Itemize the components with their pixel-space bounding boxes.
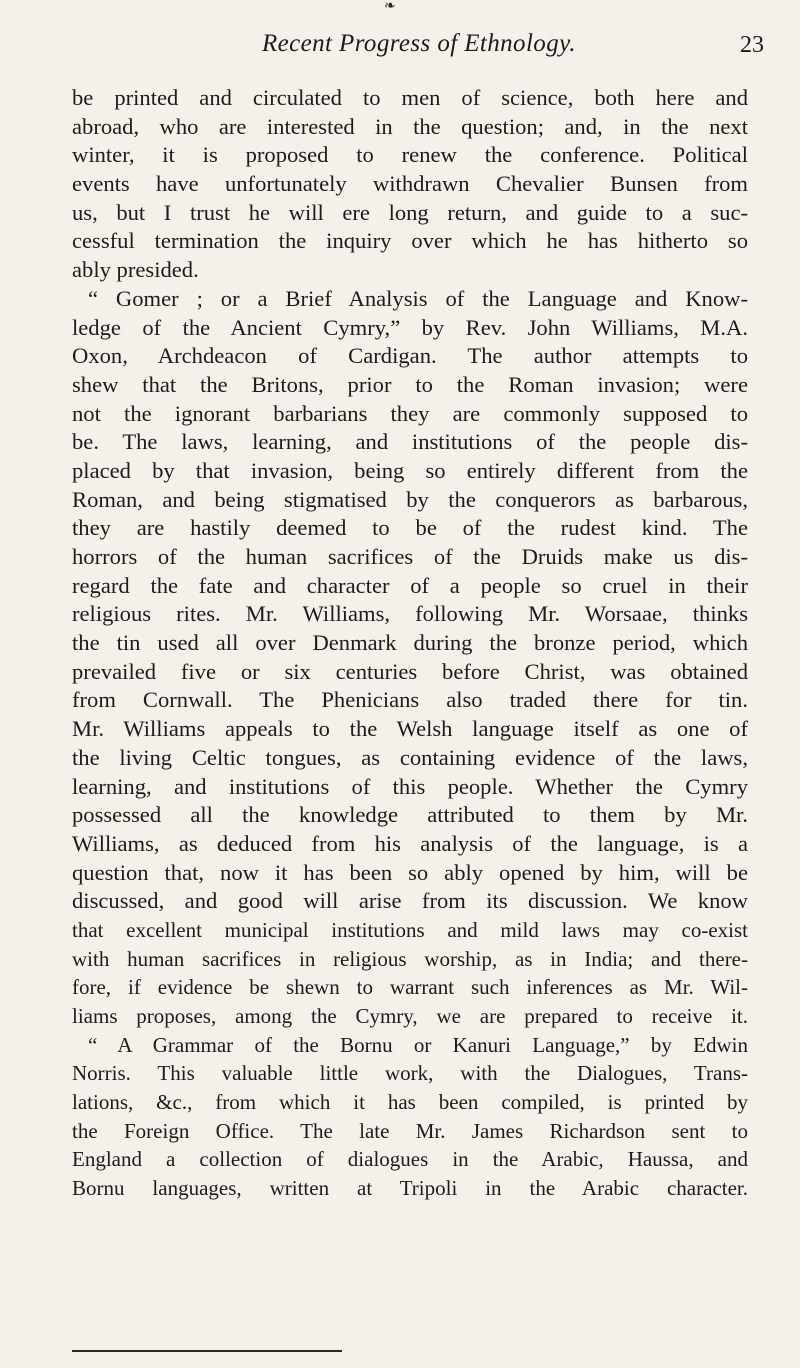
- text-line: Roman, and being stigmatised by the conquerors as barbarous,: [72, 486, 748, 512]
- printer-mark: ❧: [384, 0, 396, 14]
- running-head: [262, 30, 764, 64]
- text-line: from Cornwall. The Phenicians also traded there for tin.: [72, 687, 748, 713]
- text-line: Williams, as deduced from his analysis of the language, is a: [72, 830, 748, 856]
- bottom-rule: [72, 1350, 342, 1352]
- text-line: cessful termination the inquiry over which he has hitherto so: [72, 228, 748, 254]
- text-line: Mr. Williams appeals to the Welsh language itself as one of: [72, 716, 748, 742]
- text-line: “ A Grammar of the Bornu or Kanuri Language,” by Edwin: [88, 1032, 748, 1057]
- text-line: England a collection of dialogues in the Arabic, Haussa, and: [72, 1147, 748, 1172]
- text-line: they are hastily deemed to be of the rudest kind. The: [72, 515, 748, 541]
- text-line: Norris. This valuable little work, with the Dialogues, Trans-: [72, 1061, 748, 1086]
- body-text: [72, 84, 748, 1203]
- text-line: events have unfortunately withdrawn Chevalier Bunsen from: [72, 171, 748, 197]
- text-line: not the ignorant barbarians they are commonly supposed to: [72, 400, 748, 426]
- text-line: be printed and circulated to men of science, both here and: [72, 85, 748, 110]
- text-line: fore, if evidence be shewn to warrant such inferences as Mr. Wil-: [72, 975, 748, 1000]
- text-line: the living Celtic tongues, as containing evidence of the laws,: [72, 744, 748, 770]
- text-line: lations, &c., from which it has been compiled, is printed by: [72, 1090, 748, 1115]
- text-line: learning, and institutions of this people. Whether the Cymry: [72, 773, 748, 799]
- text-line: discussed, and good will arise from its discussion. We know: [72, 888, 748, 914]
- text-line: religious rites. Mr. Williams, following Mr. Worsaae, thinks: [72, 601, 748, 627]
- running-title: Recent Progress of Ethnology.: [262, 30, 576, 57]
- text-line: that excellent municipal institutions and mild laws may co-exist: [72, 917, 748, 942]
- text-line: placed by that invasion, being so entirely different from the: [72, 457, 748, 483]
- text-line: prevailed five or six centuries before Christ, was obtained: [72, 658, 748, 684]
- text-line: the tin used all over Denmark during the bronze period, which: [72, 630, 748, 656]
- text-line: winter, it is proposed to renew the conference. Political: [72, 142, 748, 168]
- text-line: possessed all the knowledge attributed to them by Mr.: [72, 802, 748, 828]
- text-line: abroad, who are interested in the question; and, in the next: [72, 113, 748, 139]
- text-line: ledge of the Ancient Cymry,” by Rev. John Williams, M.A.: [72, 314, 748, 340]
- text-line: shew that the Britons, prior to the Roman invasion; were: [72, 371, 748, 397]
- text-line: liams proposes, among the Cymry, we are prepared to receive it.: [72, 1004, 748, 1028]
- text-line: Bornu languages, written at Tripoli in the Arabic character.: [72, 1176, 748, 1201]
- page-number: 23: [740, 32, 764, 58]
- text-line: the Foreign Office. The late Mr. James Richardson sent to: [72, 1118, 748, 1143]
- text-line: us, but I trust he will ere long return, and guide to a suc-: [72, 199, 748, 225]
- text-line: Oxon, Archdeacon of Cardigan. The author attempts to: [72, 343, 748, 369]
- text-line: ably presided.: [72, 257, 199, 283]
- text-line: horrors of the human sacrifices of the Druids make us dis-: [72, 544, 748, 569]
- text-line: “ Gomer ; or a Brief Analysis of the Language and Know-: [88, 285, 748, 311]
- text-line: be. The laws, learning, and institutions of the people dis-: [72, 429, 748, 455]
- text-line: question that, now it has been so ably opened by him, will be: [72, 859, 748, 885]
- text-line: regard the fate and character of a people so cruel in their: [72, 572, 748, 598]
- text-line: with human sacrifices in religious worship, as in India; and there-: [72, 946, 748, 971]
